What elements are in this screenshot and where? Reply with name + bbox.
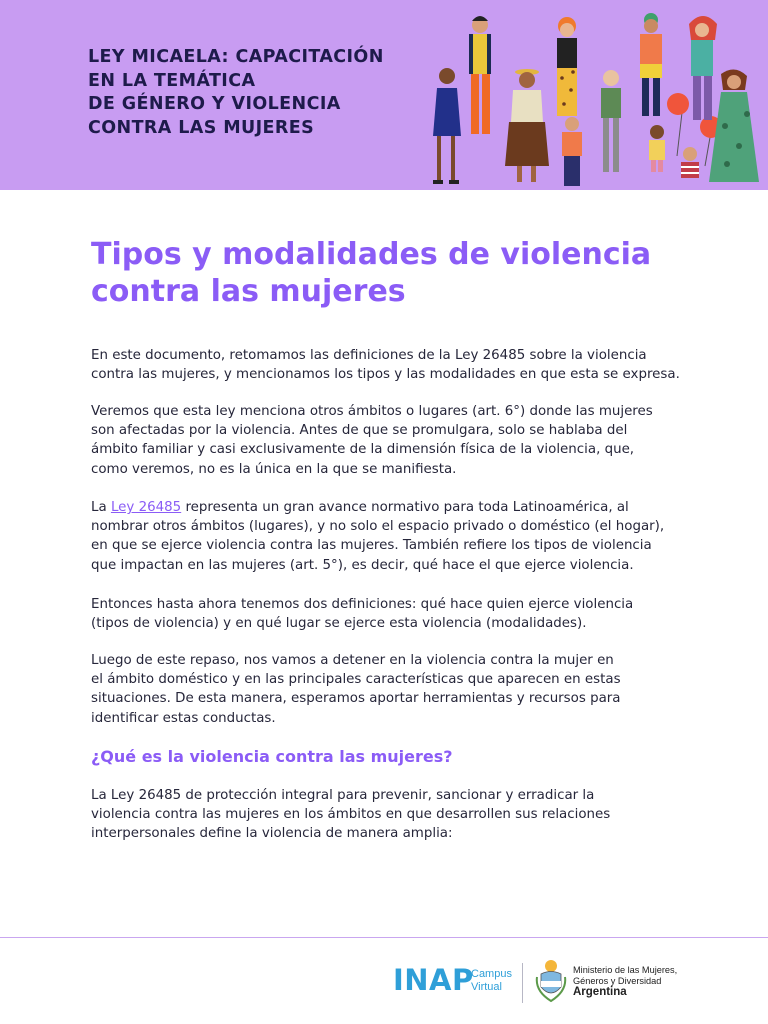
paragraph-line: son afectadas por la violencia. Antes de que se promulgara, solo se hablaba del bbox=[91, 423, 628, 439]
paragraph-line: ámbito familiar y casi exclusivamente de la dimensión física de la violencia, que, bbox=[91, 442, 635, 458]
paragraph-line: (tipos de violencia) y en qué lugar se ejerce esta violencia (modalidades). bbox=[91, 616, 587, 632]
paragraph-line: violencia contra las mujeres en los ámbitos en que desarrollen sus relaciones bbox=[91, 807, 611, 823]
document-title-line: Tipos y modalidades de violencia bbox=[91, 237, 652, 272]
section-heading: ¿Qué es la violencia contra las mujeres? bbox=[91, 747, 453, 766]
document-title-line: contra las mujeres bbox=[91, 274, 406, 309]
paragraph-line: Luego de este repaso, nos vamos a detener en la violencia contra la mujer en bbox=[91, 653, 614, 668]
law-paragraph bbox=[91, 498, 691, 575]
document-title bbox=[91, 236, 691, 310]
coat-of-arms-icon bbox=[535, 957, 567, 1003]
paragraph-line bbox=[91, 498, 691, 517]
paragraph-line: en que se ejerce violencia contra las mujeres. También refiere los tipos de violencia bbox=[91, 538, 652, 554]
paragraph-line: el ámbito doméstico y en las principales características que aparecen en estas bbox=[91, 672, 621, 688]
paragraph-line: que impactan en las mujeres (art. 5°), es decir, qué hace el que ejerce violencia. bbox=[91, 557, 634, 573]
ministry-line: Ministerio de las Mujeres, bbox=[573, 965, 678, 975]
domestic-paragraph bbox=[91, 651, 691, 728]
paragraph-line: La Ley 26485 de protección integral para prevenir, sancionar y erradicar la bbox=[91, 788, 595, 803]
campus-line: Virtual bbox=[471, 981, 502, 993]
paragraph-line: como veremos, no es la única en la que se manifiesta. bbox=[91, 461, 457, 477]
logo-divider bbox=[522, 963, 523, 1003]
law-26485-link[interactable]: Ley 26485 bbox=[110, 500, 182, 515]
inap-logo: INAP bbox=[393, 963, 474, 997]
banner-title-line: LEY MICAELA: CAPACITACIÓN bbox=[88, 47, 384, 67]
country-name: Argentina bbox=[573, 986, 627, 998]
section-paragraph bbox=[91, 786, 691, 844]
paragraph-line: identificar estas conductas. bbox=[91, 710, 276, 726]
paragraph-line: Entonces hasta ahora tenemos dos definiciones: qué hace quien ejerce violencia bbox=[91, 597, 634, 612]
people-group-illustration bbox=[425, 6, 768, 190]
paragraph-line: situaciones. De esta manera, esperamos aportar herramientas y recursos para bbox=[91, 691, 621, 707]
paragraph-suffix: representa un gran avance normativo para toda Latinoamérica, al bbox=[181, 500, 629, 515]
campus-virtual-label bbox=[471, 968, 512, 994]
banner-title bbox=[88, 46, 428, 140]
ministry-label bbox=[573, 965, 677, 999]
banner-title-line: CONTRA LAS MUJERES bbox=[88, 117, 315, 138]
scope-paragraph bbox=[91, 402, 691, 479]
banner-title-line: EN LA TEMÁTICA bbox=[88, 70, 256, 91]
paragraph-line: nombrar otros ámbitos (lugares), y no solo el espacio privado o doméstico (el hogar), bbox=[91, 519, 665, 535]
paragraph-prefix: La bbox=[91, 500, 111, 515]
paragraph-line: contra las mujeres, y mencionamos los tipos y las modalidades en que esta se expresa. bbox=[91, 367, 680, 383]
intro-paragraph bbox=[91, 346, 691, 384]
paragraph-line: Veremos que esta ley menciona otros ámbitos o lugares (art. 6°) donde las mujeres bbox=[91, 404, 653, 419]
paragraph-line: interpersonales define la violencia de manera amplia: bbox=[91, 826, 453, 842]
footer-divider bbox=[0, 937, 768, 938]
campus-line: Campus bbox=[471, 968, 512, 980]
paragraph-line: En este documento, retomamos las definiciones de la Ley 26485 sobre la violencia bbox=[91, 348, 647, 363]
ministry-line: Géneros y Diversidad bbox=[573, 975, 662, 986]
banner-title-line: DE GÉNERO Y VIOLENCIA bbox=[88, 94, 341, 114]
header-banner bbox=[0, 0, 768, 190]
definitions-paragraph bbox=[91, 595, 691, 633]
